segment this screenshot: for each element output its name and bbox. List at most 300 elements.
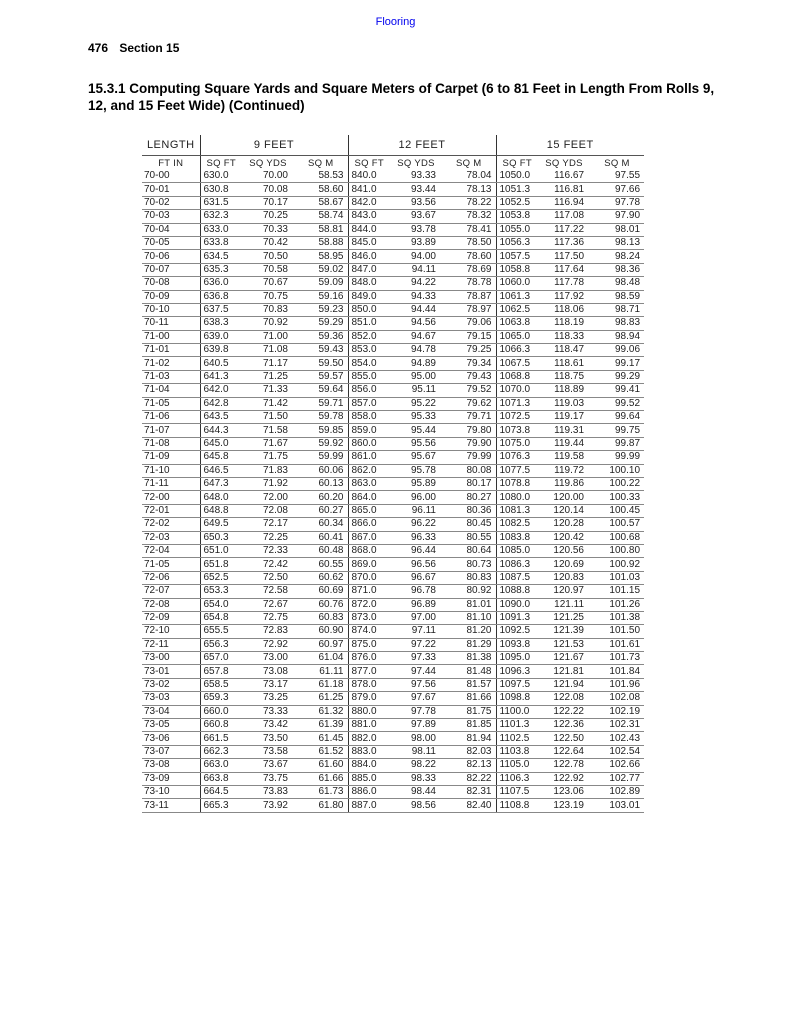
sqm-cell: 60.76 [294,598,348,611]
sqm-cell: 59.09 [294,277,348,290]
sqft-cell: 865.0 [348,504,390,517]
length-cell: 71-10 [142,464,200,477]
sqft-cell: 635.3 [200,263,242,276]
length-cell: 71-01 [142,344,200,357]
sqft-cell: 1063.8 [496,317,538,330]
sqft-cell: 643.5 [200,411,242,424]
sqyds-cell: 72.42 [242,558,294,571]
sqm-cell: 79.90 [442,437,496,450]
sqyds-cell: 71.25 [242,370,294,383]
sqyds-cell: 73.83 [242,785,294,798]
sqm-cell: 61.45 [294,732,348,745]
sqm-cell: 78.50 [442,236,496,249]
sqyds-cell: 120.83 [538,571,590,584]
sqyds-cell: 96.78 [390,585,442,598]
sqm-cell: 61.11 [294,665,348,678]
sqyds-cell: 95.67 [390,451,442,464]
sqft-cell: 871.0 [348,585,390,598]
sqft-cell: 861.0 [348,451,390,464]
sqft-cell: 1072.5 [496,411,538,424]
sqft-cell: 877.0 [348,665,390,678]
sqyds-cell: 121.81 [538,665,590,678]
table-row [142,437,644,450]
sqft-cell: 1080.0 [496,491,538,504]
sqft-cell: 880.0 [348,705,390,718]
sqm-cell: 82.40 [442,799,496,812]
sqft-cell: 656.3 [200,638,242,651]
sqm-cell: 59.85 [294,424,348,437]
table-row [142,277,644,290]
table-row [142,652,644,665]
sqm-cell: 79.99 [442,451,496,464]
length-cell: 73-01 [142,665,200,678]
sqft-cell: 1093.8 [496,638,538,651]
sqyds-cell: 93.44 [390,183,442,196]
page-number: 476 [88,41,109,55]
sqft-cell: 854.0 [348,357,390,370]
table-row [142,772,644,785]
sqft-cell: 1058.8 [496,263,538,276]
sqm-cell: 102.31 [590,719,644,732]
sqm-cell: 101.61 [590,638,644,651]
sqft-cell: 843.0 [348,210,390,223]
sqyds-cell: 120.69 [538,558,590,571]
sqm-cell: 78.78 [442,277,496,290]
sqft-cell: 1107.5 [496,785,538,798]
sqyds-cell: 73.08 [242,665,294,678]
length-cell: 71-09 [142,451,200,464]
sqyds-cell: 96.44 [390,544,442,557]
sqyds-cell: 119.31 [538,424,590,437]
sqm-cell: 101.73 [590,652,644,665]
sqft-cell: 655.5 [200,625,242,638]
table-row [142,183,644,196]
table-row [142,732,644,745]
table-row [142,263,644,276]
sqyds-cell: 97.56 [390,678,442,691]
length-cell: 72-11 [142,638,200,651]
sqft-cell: 1057.5 [496,250,538,263]
col-sqm: SQ M [442,156,496,171]
length-cell: 73-10 [142,785,200,798]
sqm-cell: 58.95 [294,250,348,263]
length-cell: 73-04 [142,705,200,718]
sqft-cell: 1061.3 [496,290,538,303]
sqm-cell: 59.50 [294,357,348,370]
sqft-cell: 872.0 [348,598,390,611]
table-row [142,370,644,383]
sqm-cell: 99.87 [590,437,644,450]
col-sqft: SQ FT [354,157,384,169]
sqyds-cell: 94.56 [390,317,442,330]
sqft-cell: 1066.3 [496,344,538,357]
sqm-cell: 80.64 [442,544,496,557]
table-row [142,250,644,263]
sqm-cell: 59.02 [294,263,348,276]
sqyds-cell: 98.11 [390,745,442,758]
sqft-cell: 876.0 [348,652,390,665]
sqm-cell: 81.66 [442,692,496,705]
sqm-cell: 97.66 [590,183,644,196]
length-cell: 73-00 [142,652,200,665]
col-sqyds: SQ YDS [249,157,287,169]
length-cell: 70-02 [142,196,200,209]
sqyds-cell: 73.42 [242,719,294,732]
sqm-cell: 81.75 [442,705,496,718]
sqft-cell: 866.0 [348,518,390,531]
sqm-cell: 98.24 [590,250,644,263]
sqft-cell: 856.0 [348,384,390,397]
sqm-cell: 60.48 [294,544,348,557]
sqm-cell: 59.29 [294,317,348,330]
sqm-cell: 78.87 [442,290,496,303]
table-row [142,598,644,611]
sqft-cell: 1088.8 [496,585,538,598]
length-cell: 70-06 [142,250,200,263]
sqyds-cell: 70.00 [242,170,294,183]
sqm-cell: 81.57 [442,678,496,691]
sqm-cell: 58.81 [294,223,348,236]
sqyds-cell: 119.03 [538,397,590,410]
sqyds-cell: 98.22 [390,759,442,772]
sqft-cell: 1100.0 [496,705,538,718]
sqft-cell: 869.0 [348,558,390,571]
sqm-cell: 101.50 [590,625,644,638]
sqm-cell: 79.52 [442,384,496,397]
sqyds-cell: 95.00 [390,370,442,383]
sqft-cell: 1090.0 [496,598,538,611]
sqft-cell: 1087.5 [496,571,538,584]
table-row [142,330,644,343]
sqyds-cell: 93.78 [390,223,442,236]
sqm-cell: 100.45 [590,504,644,517]
sqyds-cell: 118.47 [538,344,590,357]
sqft-cell: 1083.8 [496,531,538,544]
sqft-cell: 1098.8 [496,692,538,705]
group-header-9ft: 9 FEET [200,135,348,156]
sqft-cell: 1070.0 [496,384,538,397]
sqyds-cell: 121.67 [538,652,590,665]
sqyds-cell: 97.11 [390,625,442,638]
sqyds-cell: 71.75 [242,451,294,464]
sqyds-cell: 70.75 [242,290,294,303]
sqft-cell: 859.0 [348,424,390,437]
sqm-cell: 78.22 [442,196,496,209]
table-row [142,290,644,303]
sqyds-cell: 70.92 [242,317,294,330]
sqyds-cell: 73.58 [242,745,294,758]
sqm-cell: 80.92 [442,585,496,598]
sqm-cell: 100.10 [590,464,644,477]
sqyds-cell: 121.53 [538,638,590,651]
sqft-cell: 1081.3 [496,504,538,517]
sqm-cell: 60.27 [294,504,348,517]
sqyds-cell: 96.00 [390,491,442,504]
sqm-cell: 59.43 [294,344,348,357]
sqyds-cell: 96.89 [390,598,442,611]
sqft-cell: 1078.8 [496,477,538,490]
table-row [142,491,644,504]
sqyds-cell: 73.67 [242,759,294,772]
sqft-cell: 842.0 [348,196,390,209]
sqyds-cell: 97.89 [390,719,442,732]
sqyds-cell: 120.97 [538,585,590,598]
sqm-cell: 61.39 [294,719,348,732]
length-cell: 73-03 [142,692,200,705]
sqft-cell: 849.0 [348,290,390,303]
sqft-cell: 883.0 [348,745,390,758]
sqm-cell: 58.88 [294,236,348,249]
length-cell: 73-08 [142,759,200,772]
sqft-cell: 653.3 [200,585,242,598]
sqft-cell: 633.8 [200,236,242,249]
table-row [142,785,644,798]
sqyds-cell: 94.22 [390,277,442,290]
sqyds-cell: 119.86 [538,477,590,490]
sqft-cell: 1095.0 [496,652,538,665]
sqm-cell: 101.96 [590,678,644,691]
sqm-cell: 99.75 [590,424,644,437]
sqft-cell: 1077.5 [496,464,538,477]
length-cell: 72-06 [142,571,200,584]
sqm-cell: 59.36 [294,330,348,343]
sqft-cell: 660.8 [200,719,242,732]
sqft-cell: 665.3 [200,799,242,812]
sqyds-cell: 119.72 [538,464,590,477]
sqyds-cell: 95.78 [390,464,442,477]
sqm-cell: 100.22 [590,477,644,490]
sqm-cell: 82.13 [442,759,496,772]
sqm-cell: 102.08 [590,692,644,705]
sqyds-cell: 120.42 [538,531,590,544]
sqyds-cell: 72.17 [242,518,294,531]
sqft-cell: 1071.3 [496,397,538,410]
length-cell: 71-05 [142,397,200,410]
sqft-cell: 1091.3 [496,611,538,624]
section-title: 15.3.1 Computing Square Yards and Square Meters of Carpet (6 to 81 Feet in Length From Rolls 9, 12, and 15 Feet Wide) (Continued) [88,81,715,113]
table-row [142,210,644,223]
sqm-cell: 81.85 [442,719,496,732]
sqft-cell: 663.0 [200,759,242,772]
sqft-cell: 840.0 [348,170,390,183]
sqyds-cell: 98.00 [390,732,442,745]
sqm-cell: 80.08 [442,464,496,477]
sqyds-cell: 121.11 [538,598,590,611]
sqm-cell: 60.13 [294,477,348,490]
table-row [142,451,644,464]
table-row [142,196,644,209]
sqm-cell: 61.52 [294,745,348,758]
sqft-cell: 875.0 [348,638,390,651]
sqm-cell: 81.10 [442,611,496,624]
sqm-cell: 102.66 [590,759,644,772]
sqm-cell: 98.13 [590,236,644,249]
sqm-cell: 78.41 [442,223,496,236]
col-sqft: SQ FT [502,157,532,169]
sqft-cell: 848.0 [348,277,390,290]
sqyds-cell: 95.33 [390,411,442,424]
sqm-cell: 61.73 [294,785,348,798]
length-cell: 70-10 [142,303,200,316]
sqyds-cell: 97.78 [390,705,442,718]
table-row [142,236,644,249]
sqft-cell: 851.0 [348,317,390,330]
col-sqft: SQ FT [206,157,236,169]
length-cell: 72-07 [142,585,200,598]
length-cell: 73-09 [142,772,200,785]
sqyds-cell: 121.94 [538,678,590,691]
sqm-cell: 60.55 [294,558,348,571]
sqyds-cell: 119.44 [538,437,590,450]
sqm-cell: 102.89 [590,785,644,798]
sqft-cell: 858.0 [348,411,390,424]
flooring-link[interactable]: Flooring [375,16,416,28]
table-row [142,518,644,531]
length-cell: 70-08 [142,277,200,290]
sqft-cell: 639.0 [200,330,242,343]
carpet-table-container [142,135,644,813]
sqft-cell: 873.0 [348,611,390,624]
sqft-cell: 884.0 [348,759,390,772]
sqyds-cell: 72.33 [242,544,294,557]
sqyds-cell: 121.25 [538,611,590,624]
table-row [142,759,644,772]
sqm-cell: 58.60 [294,183,348,196]
sqyds-cell: 96.11 [390,504,442,517]
sqm-cell: 98.59 [590,290,644,303]
sqyds-cell: 97.22 [390,638,442,651]
sqft-cell: 879.0 [348,692,390,705]
sqm-cell: 60.20 [294,491,348,504]
sqyds-cell: 70.17 [242,196,294,209]
sqft-cell: 845.0 [348,236,390,249]
sqft-cell: 631.5 [200,196,242,209]
sqft-cell: 868.0 [348,544,390,557]
table-row [142,397,644,410]
sqyds-cell: 118.75 [538,370,590,383]
sqm-cell: 60.97 [294,638,348,651]
sqyds-cell: 123.19 [538,799,590,812]
sqft-cell: 641.3 [200,370,242,383]
sqm-cell: 60.41 [294,531,348,544]
length-cell: 72-10 [142,625,200,638]
sqyds-cell: 94.00 [390,250,442,263]
table-row [142,464,644,477]
sqyds-cell: 119.58 [538,451,590,464]
sqyds-cell: 72.67 [242,598,294,611]
table-row [142,611,644,624]
sqyds-cell: 70.25 [242,210,294,223]
length-cell: 73-11 [142,799,200,812]
sqyds-cell: 70.33 [242,223,294,236]
sqm-cell: 79.43 [442,370,496,383]
col-sqm: SQ M [604,157,630,169]
sqft-cell: 1076.3 [496,451,538,464]
sqft-cell: 663.8 [200,772,242,785]
table-row [142,357,644,370]
sqft-cell: 647.3 [200,477,242,490]
length-cell: 71-02 [142,357,200,370]
table-row [142,571,644,584]
sqft-cell: 658.5 [200,678,242,691]
sqm-cell: 99.17 [590,357,644,370]
table-row [142,585,644,598]
table-row [142,625,644,638]
length-cell: 70-05 [142,236,200,249]
sqft-cell: 633.0 [200,223,242,236]
sqyds-cell: 118.89 [538,384,590,397]
length-cell: 73-06 [142,732,200,745]
sqm-cell: 99.41 [590,384,644,397]
sqm-cell: 60.90 [294,625,348,638]
sqm-cell: 61.80 [294,799,348,812]
sqyds-cell: 72.92 [242,638,294,651]
sqft-cell: 661.5 [200,732,242,745]
sqyds-cell: 122.08 [538,692,590,705]
sqyds-cell: 71.42 [242,397,294,410]
sqft-cell: 648.8 [200,504,242,517]
sqft-cell: 1053.8 [496,210,538,223]
sqft-cell: 654.8 [200,611,242,624]
table-body [142,170,644,812]
table-row [142,638,644,651]
sqft-cell: 1068.8 [496,370,538,383]
sqft-cell: 640.5 [200,357,242,370]
sqm-cell: 81.94 [442,732,496,745]
sqyds-cell: 70.58 [242,263,294,276]
length-cell: 72-03 [142,531,200,544]
sqft-cell: 630.8 [200,183,242,196]
sqft-cell: 882.0 [348,732,390,745]
sqm-cell: 60.83 [294,611,348,624]
sqm-cell: 98.36 [590,263,644,276]
sqyds-cell: 122.92 [538,772,590,785]
sqft-cell: 664.5 [200,785,242,798]
sqm-cell: 61.25 [294,692,348,705]
sqm-cell: 78.04 [442,170,496,183]
sqyds-cell: 71.17 [242,357,294,370]
sqyds-cell: 73.33 [242,705,294,718]
sqft-cell: 659.3 [200,692,242,705]
sqft-cell: 1075.0 [496,437,538,450]
sqft-cell: 651.8 [200,558,242,571]
sqyds-cell: 70.83 [242,303,294,316]
sqm-cell: 80.36 [442,504,496,517]
length-cell: 72-09 [142,611,200,624]
sqft-cell: 1103.8 [496,745,538,758]
sqyds-cell: 73.17 [242,678,294,691]
length-cell: 72-02 [142,518,200,531]
sqyds-cell: 72.58 [242,585,294,598]
sqft-cell: 636.8 [200,290,242,303]
sqyds-cell: 121.39 [538,625,590,638]
sqm-cell: 98.48 [590,277,644,290]
sqm-cell: 80.45 [442,518,496,531]
sqyds-cell: 122.50 [538,732,590,745]
sqyds-cell: 96.67 [390,571,442,584]
sqft-cell: 1082.5 [496,518,538,531]
col-sqm: SQ M [294,156,348,171]
sqm-cell: 78.13 [442,183,496,196]
sqm-cell: 102.54 [590,745,644,758]
sqft-cell: 644.3 [200,424,242,437]
length-cell: 71-06 [142,411,200,424]
table-row [142,223,644,236]
sqm-cell: 102.19 [590,705,644,718]
sqyds-cell: 119.17 [538,411,590,424]
sqm-cell: 82.31 [442,785,496,798]
length-cell: 73-07 [142,745,200,758]
